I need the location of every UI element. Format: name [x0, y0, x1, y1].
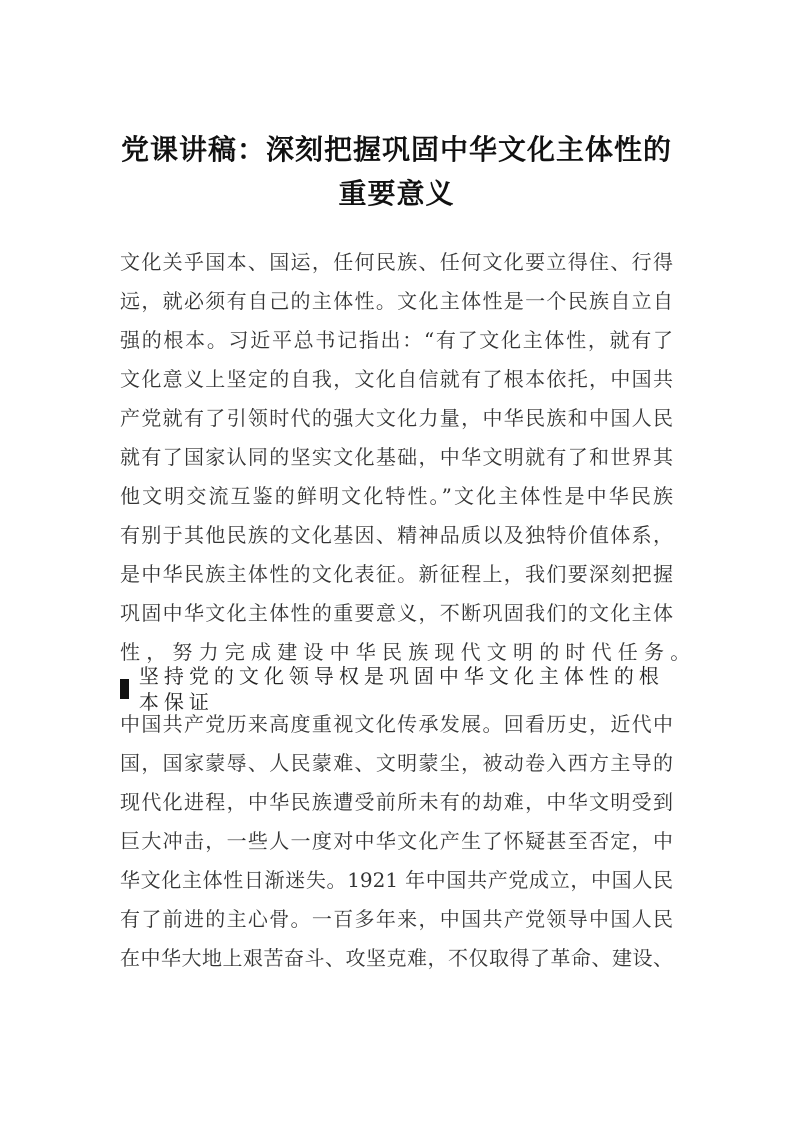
text-line: 就有了国家认同的坚实文化基础，中华文明就有了和世界其 — [120, 445, 673, 469]
text-line: 有了前进的主心骨。一百多年来，中国共产党领导中国人民 — [120, 907, 673, 931]
section-heading-text: 坚持党的文化领导权是巩固中华文化主体性的根本保证 — [138, 663, 664, 714]
document-body — [120, 246, 697, 981]
text-line: 现代化进程，中华民族遭受前所未有的劫难，中华文明受到 — [120, 790, 673, 814]
text-line: 在中华大地上艰苦奋斗、攻坚克难，不仅取得了革命、建设、 — [120, 946, 673, 970]
document-title-line-2: 重要意义 — [338, 177, 455, 210]
text-line: 远，就必须有自己的主体性。文化主体性是一个民族自立自 — [120, 289, 673, 313]
text-line: 产党就有了引领时代的强大文化力量，中华民族和中国人民 — [120, 406, 673, 430]
text-line: 文化意义上坚定的自我，文化自信就有了根本依托，中国共 — [120, 367, 673, 391]
text-line: 文化关乎国本、国运，任何民族、任何文化要立得住、行得 — [120, 250, 673, 274]
text-line: 巨大冲击，一些人一度对中华文化产生了怀疑甚至否定，中 — [120, 829, 673, 853]
text-line: 国，国家蒙辱、人民蒙难、文明蒙尘，被动卷入西方主导的 — [120, 751, 673, 775]
square-bullet-icon — [120, 679, 129, 699]
text-line: 性，努力完成建设中华民族现代文明的时代任务。 — [120, 640, 697, 664]
text-line: 有别于其他民族的文化基因、精神品质以及独特价值体系， — [120, 523, 673, 547]
section-heading — [120, 663, 673, 714]
text-line: 巩固中华文化主体性的重要意义，不断巩固我们的文化主体 — [120, 601, 673, 625]
text-line: 中国共产党历来高度重视文化传承发展。回看历史，近代中 — [120, 712, 673, 736]
document-title-line-1: 党课讲稿：深刻把握巩固中华文化主体性的 — [120, 133, 672, 166]
text-line: 强的根本。习近平总书记指出：“有了文化主体性，就有了 — [120, 328, 673, 352]
section-paragraph — [120, 708, 673, 981]
text-line: 是中华民族主体性的文化表征。新征程上，我们要深刻把握 — [120, 562, 673, 586]
intro-paragraph — [120, 246, 697, 675]
text-line: 华文化主体性日渐迷失。1921 年中国共产党成立，中国人民 — [120, 868, 673, 892]
text-line: 他文明交流互鉴的鲜明文化特性。”文化主体性是中华民族 — [120, 484, 673, 508]
